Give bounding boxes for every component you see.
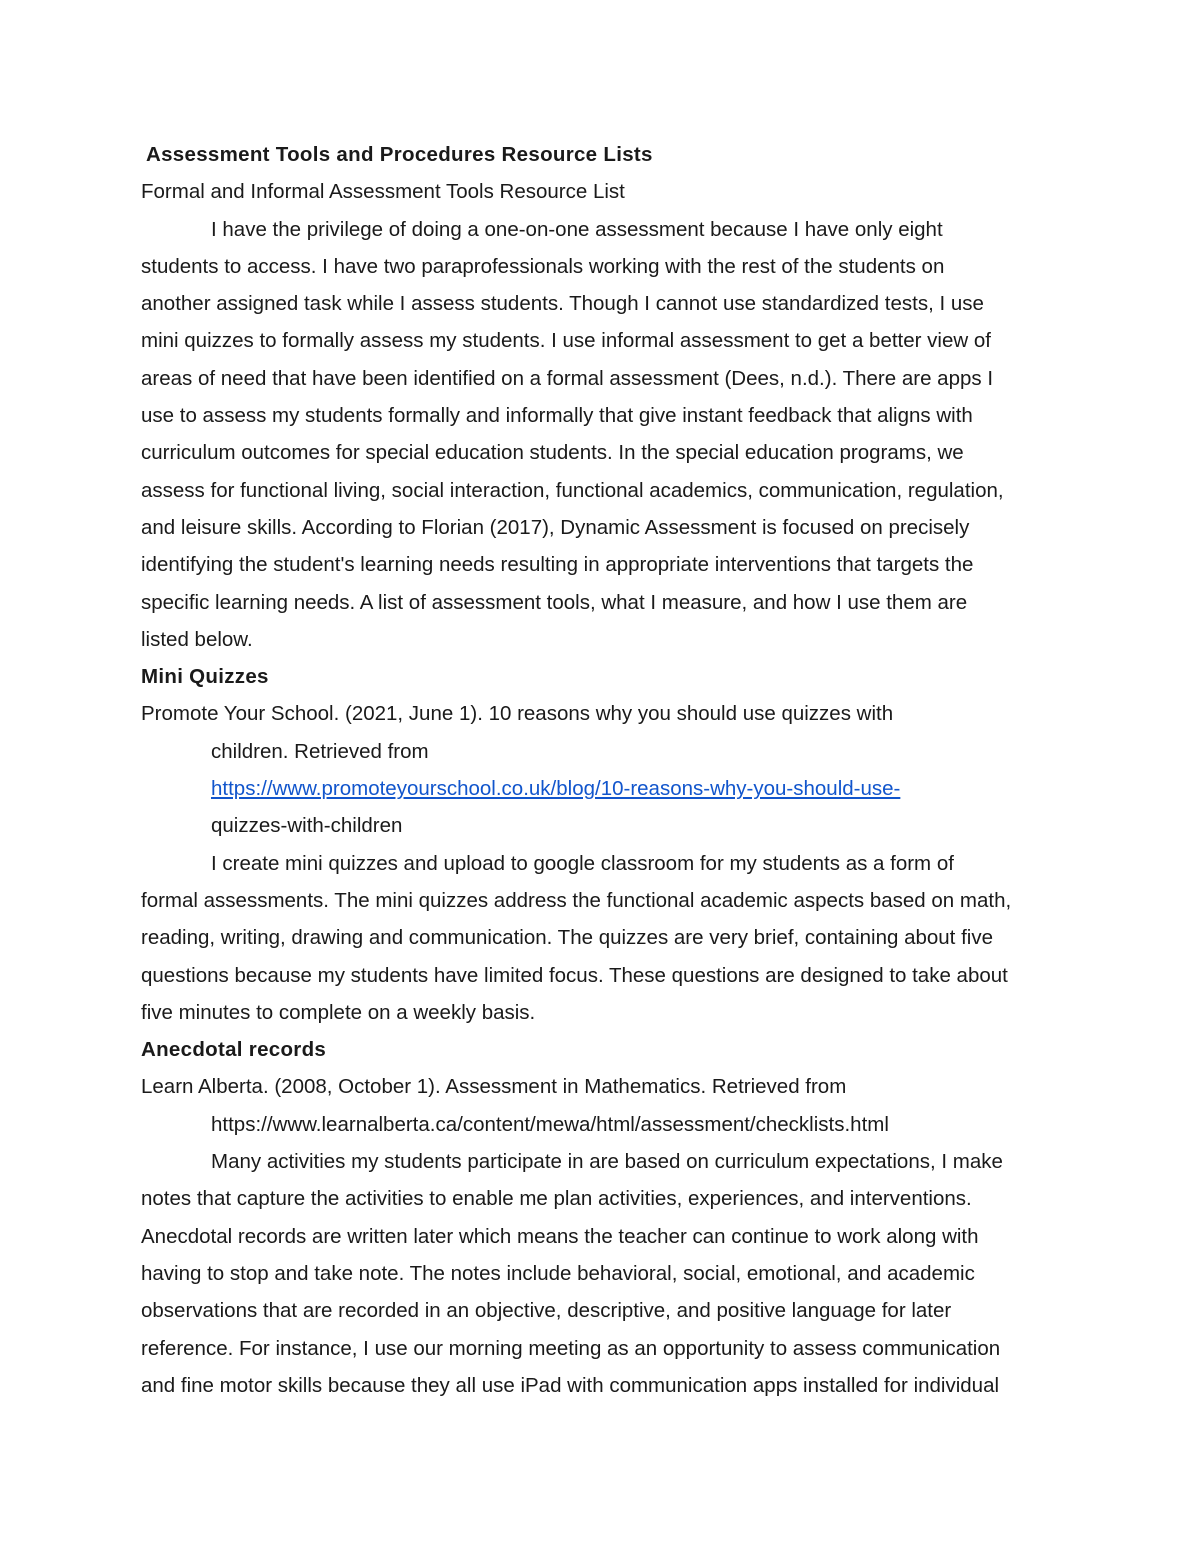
- anecdotal-records-reference-line: Learn Alberta. (2008, October 1). Assessment in Mathematics. Retrieved from: [141, 1075, 847, 1099]
- anecdotal-records-body-line: Anecdotal records are written later which means the teacher can continue to work along with: [141, 1224, 979, 1248]
- intro-paragraph-line: students to access. I have two paraprofessionals working with the rest of the students on: [141, 254, 945, 278]
- anecdotal-records-body-line: notes that capture the activities to enable me plan activities, experiences, and interventions.: [141, 1187, 972, 1211]
- anecdotal-records-body-line: having to stop and take note. The notes include behavioral, social, emotional, and academic: [141, 1261, 975, 1285]
- anecdotal-records-reference-url: https://www.learnalberta.ca/content/mewa/html/assessment/checklists.html: [211, 1112, 889, 1136]
- intro-paragraph-line: and leisure skills. According to Florian (2017), Dynamic Assessment is focused on precisely: [141, 515, 970, 539]
- mini-quizzes-heading: Mini Quizzes: [141, 665, 269, 689]
- intro-paragraph-line: I have the privilege of doing a one-on-one assessment because I have only eight: [211, 217, 943, 241]
- anecdotal-records-body-line: and fine motor skills because they all use iPad with communication apps installed for individual: [141, 1373, 1000, 1397]
- mini-quizzes-body-line: formal assessments. The mini quizzes address the functional academic aspects based on math,: [141, 888, 1012, 912]
- mini-quizzes-body-line: questions because my students have limited focus. These questions are designed to take about: [141, 963, 1008, 987]
- intro-paragraph-line: curriculum outcomes for special education students. In the special education programs, we: [141, 441, 964, 465]
- mini-quizzes-reference-link-line: [141, 770, 1071, 807]
- section-subtitle: Formal and Informal Assessment Tools Resource List: [141, 180, 625, 204]
- mini-quizzes-body-line: I create mini quizzes and upload to google classroom for my students as a form of: [211, 851, 954, 875]
- anecdotal-records-body-line: Many activities my students participate in are based on curriculum expectations, I make: [211, 1150, 1003, 1174]
- intro-paragraph-line: mini quizzes to formally assess my students. I use informal assessment to get a better view of: [141, 329, 991, 353]
- intro-paragraph-line: assess for functional living, social interaction, functional academics, communication, regulation,: [141, 478, 1004, 502]
- intro-paragraph-line: listed below.: [141, 627, 253, 651]
- mini-quizzes-body-line: five minutes to complete on a weekly basis.: [141, 1000, 536, 1024]
- mini-quizzes-reference-line: Promote Your School. (2021, June 1). 10 reasons why you should use quizzes with: [141, 702, 894, 726]
- mini-quizzes-reference-link[interactable]: https://www.promoteyourschool.co.uk/blog/10-reasons-why-you-should-use-: [211, 777, 901, 801]
- intro-paragraph-line: another assigned task while I assess students. Though I cannot use standardized tests, I use: [141, 292, 984, 316]
- mini-quizzes-reference-line: quizzes-with-children: [211, 814, 403, 838]
- intro-paragraph-line: specific learning needs. A list of assessment tools, what I measure, and how I use them are: [141, 590, 968, 614]
- document-body: [141, 136, 1071, 1404]
- anecdotal-records-heading: Anecdotal records: [141, 1038, 327, 1062]
- intro-paragraph-line: areas of need that have been identified on a formal assessment (Dees, n.d.). There are apps I: [141, 366, 994, 390]
- intro-paragraph-line: identifying the student's learning needs resulting in appropriate interventions that targets the: [141, 553, 974, 577]
- page-title: Assessment Tools and Procedures Resource Lists: [146, 143, 653, 166]
- intro-paragraph-line: use to assess my students formally and informally that give instant feedback that aligns with: [141, 404, 973, 428]
- anecdotal-records-body-line: observations that are recorded in an objective, descriptive, and positive language for later: [141, 1299, 952, 1323]
- anecdotal-records-body-line: reference. For instance, I use our morning meeting as an opportunity to assess communication: [141, 1336, 1001, 1360]
- mini-quizzes-body-line: reading, writing, drawing and communication. The quizzes are very brief, containing about five: [141, 926, 993, 950]
- mini-quizzes-reference-line: children. Retrieved from: [211, 739, 429, 763]
